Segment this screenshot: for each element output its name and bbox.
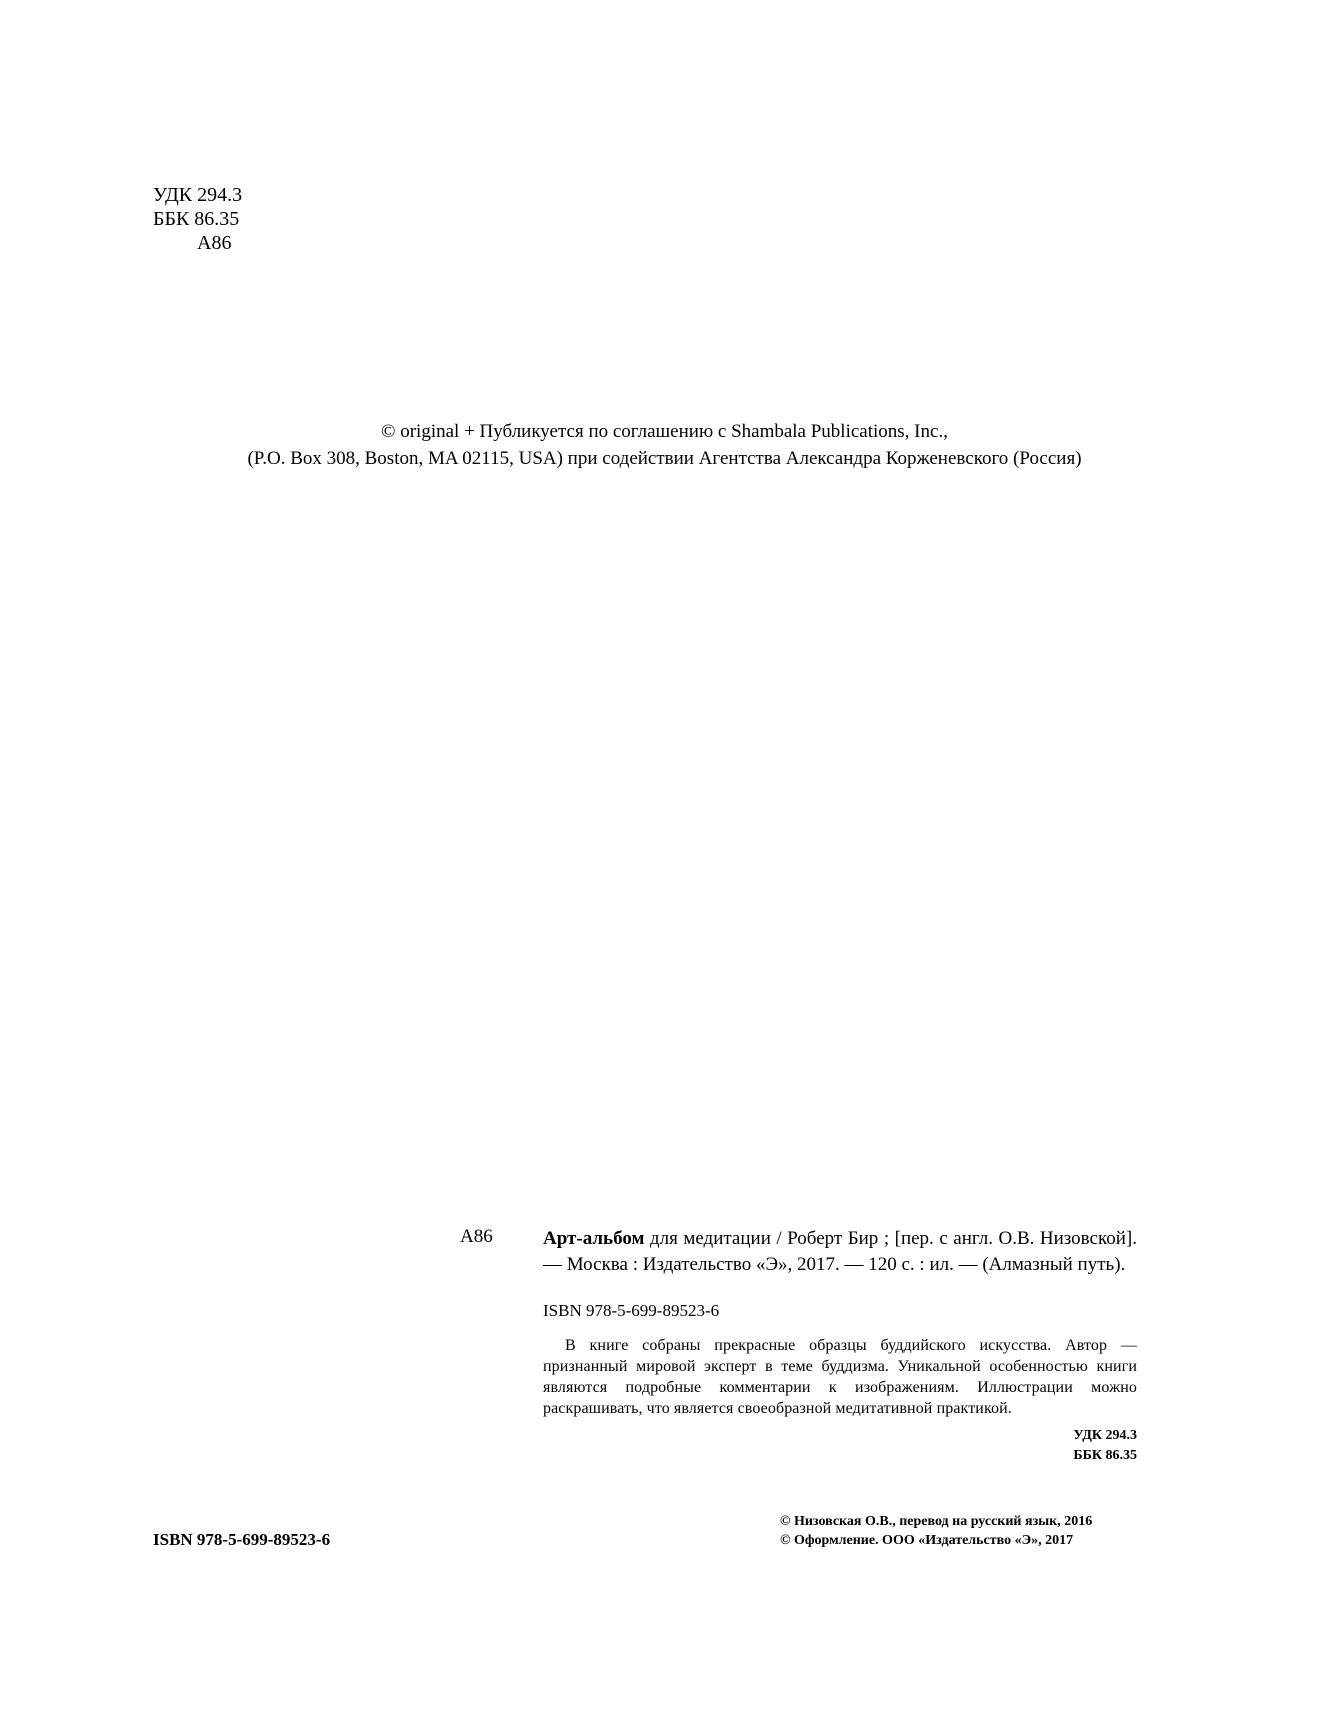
copyright-notice-line2: (P.O. Box 308, Boston, MA 02115, USA) при содействии Агентства Александра Корженевского (Россия) — [247, 448, 1082, 469]
bibliographic-entry — [543, 1226, 1137, 1278]
author-mark: А86 — [197, 232, 232, 254]
udk-code: УДК 294.3 — [153, 184, 243, 206]
translation-copyright: © Низовская О.В., перевод на русский язык, 2016 — [780, 1514, 1093, 1529]
catalog-classification — [950, 1426, 1137, 1466]
annotation — [543, 1335, 1137, 1419]
catalog-bbk: ББК 86.35 — [1073, 1448, 1137, 1463]
catalog-isbn: ISBN 978-5-699-89523-6 — [543, 1301, 720, 1320]
annotation-text: В книге собраны прекрасные образцы буддийского искусства. Автор — признанный мировой эксперт в теме буддизма. Уникальной особенностью книги являются подробные комментарии к изображениям. Иллюстрации можно раскрашивать, что является своеобразной медитативной практикой. — [543, 1337, 1137, 1417]
bibliographic-entry-text: для медитации / Роберт Бир ; [пер. с англ. О.В. Низовской]. — Москва : Издательство «Э», 2017. — 120 с. : ил. — (Алмазный путь). — [543, 1228, 1137, 1275]
classification-block — [153, 183, 242, 255]
book-title-bold: Арт-альбом — [543, 1228, 645, 1249]
design-copyright: © Оформление. ООО «Издательство «Э», 2017 — [780, 1533, 1074, 1548]
catalog-udk: УДК 294.3 — [1073, 1428, 1137, 1443]
copyright-notice — [0, 418, 1329, 472]
copyright-notice-line1: © original + Публикуется по соглашению с Shambala Publications, Inc., — [381, 421, 948, 442]
bbk-code: ББК 86.35 — [153, 208, 240, 230]
isbn-main: ISBN 978-5-699-89523-6 — [153, 1530, 331, 1549]
catalog-author-mark: А86 — [460, 1226, 493, 1247]
copyright-lines — [780, 1512, 1092, 1550]
